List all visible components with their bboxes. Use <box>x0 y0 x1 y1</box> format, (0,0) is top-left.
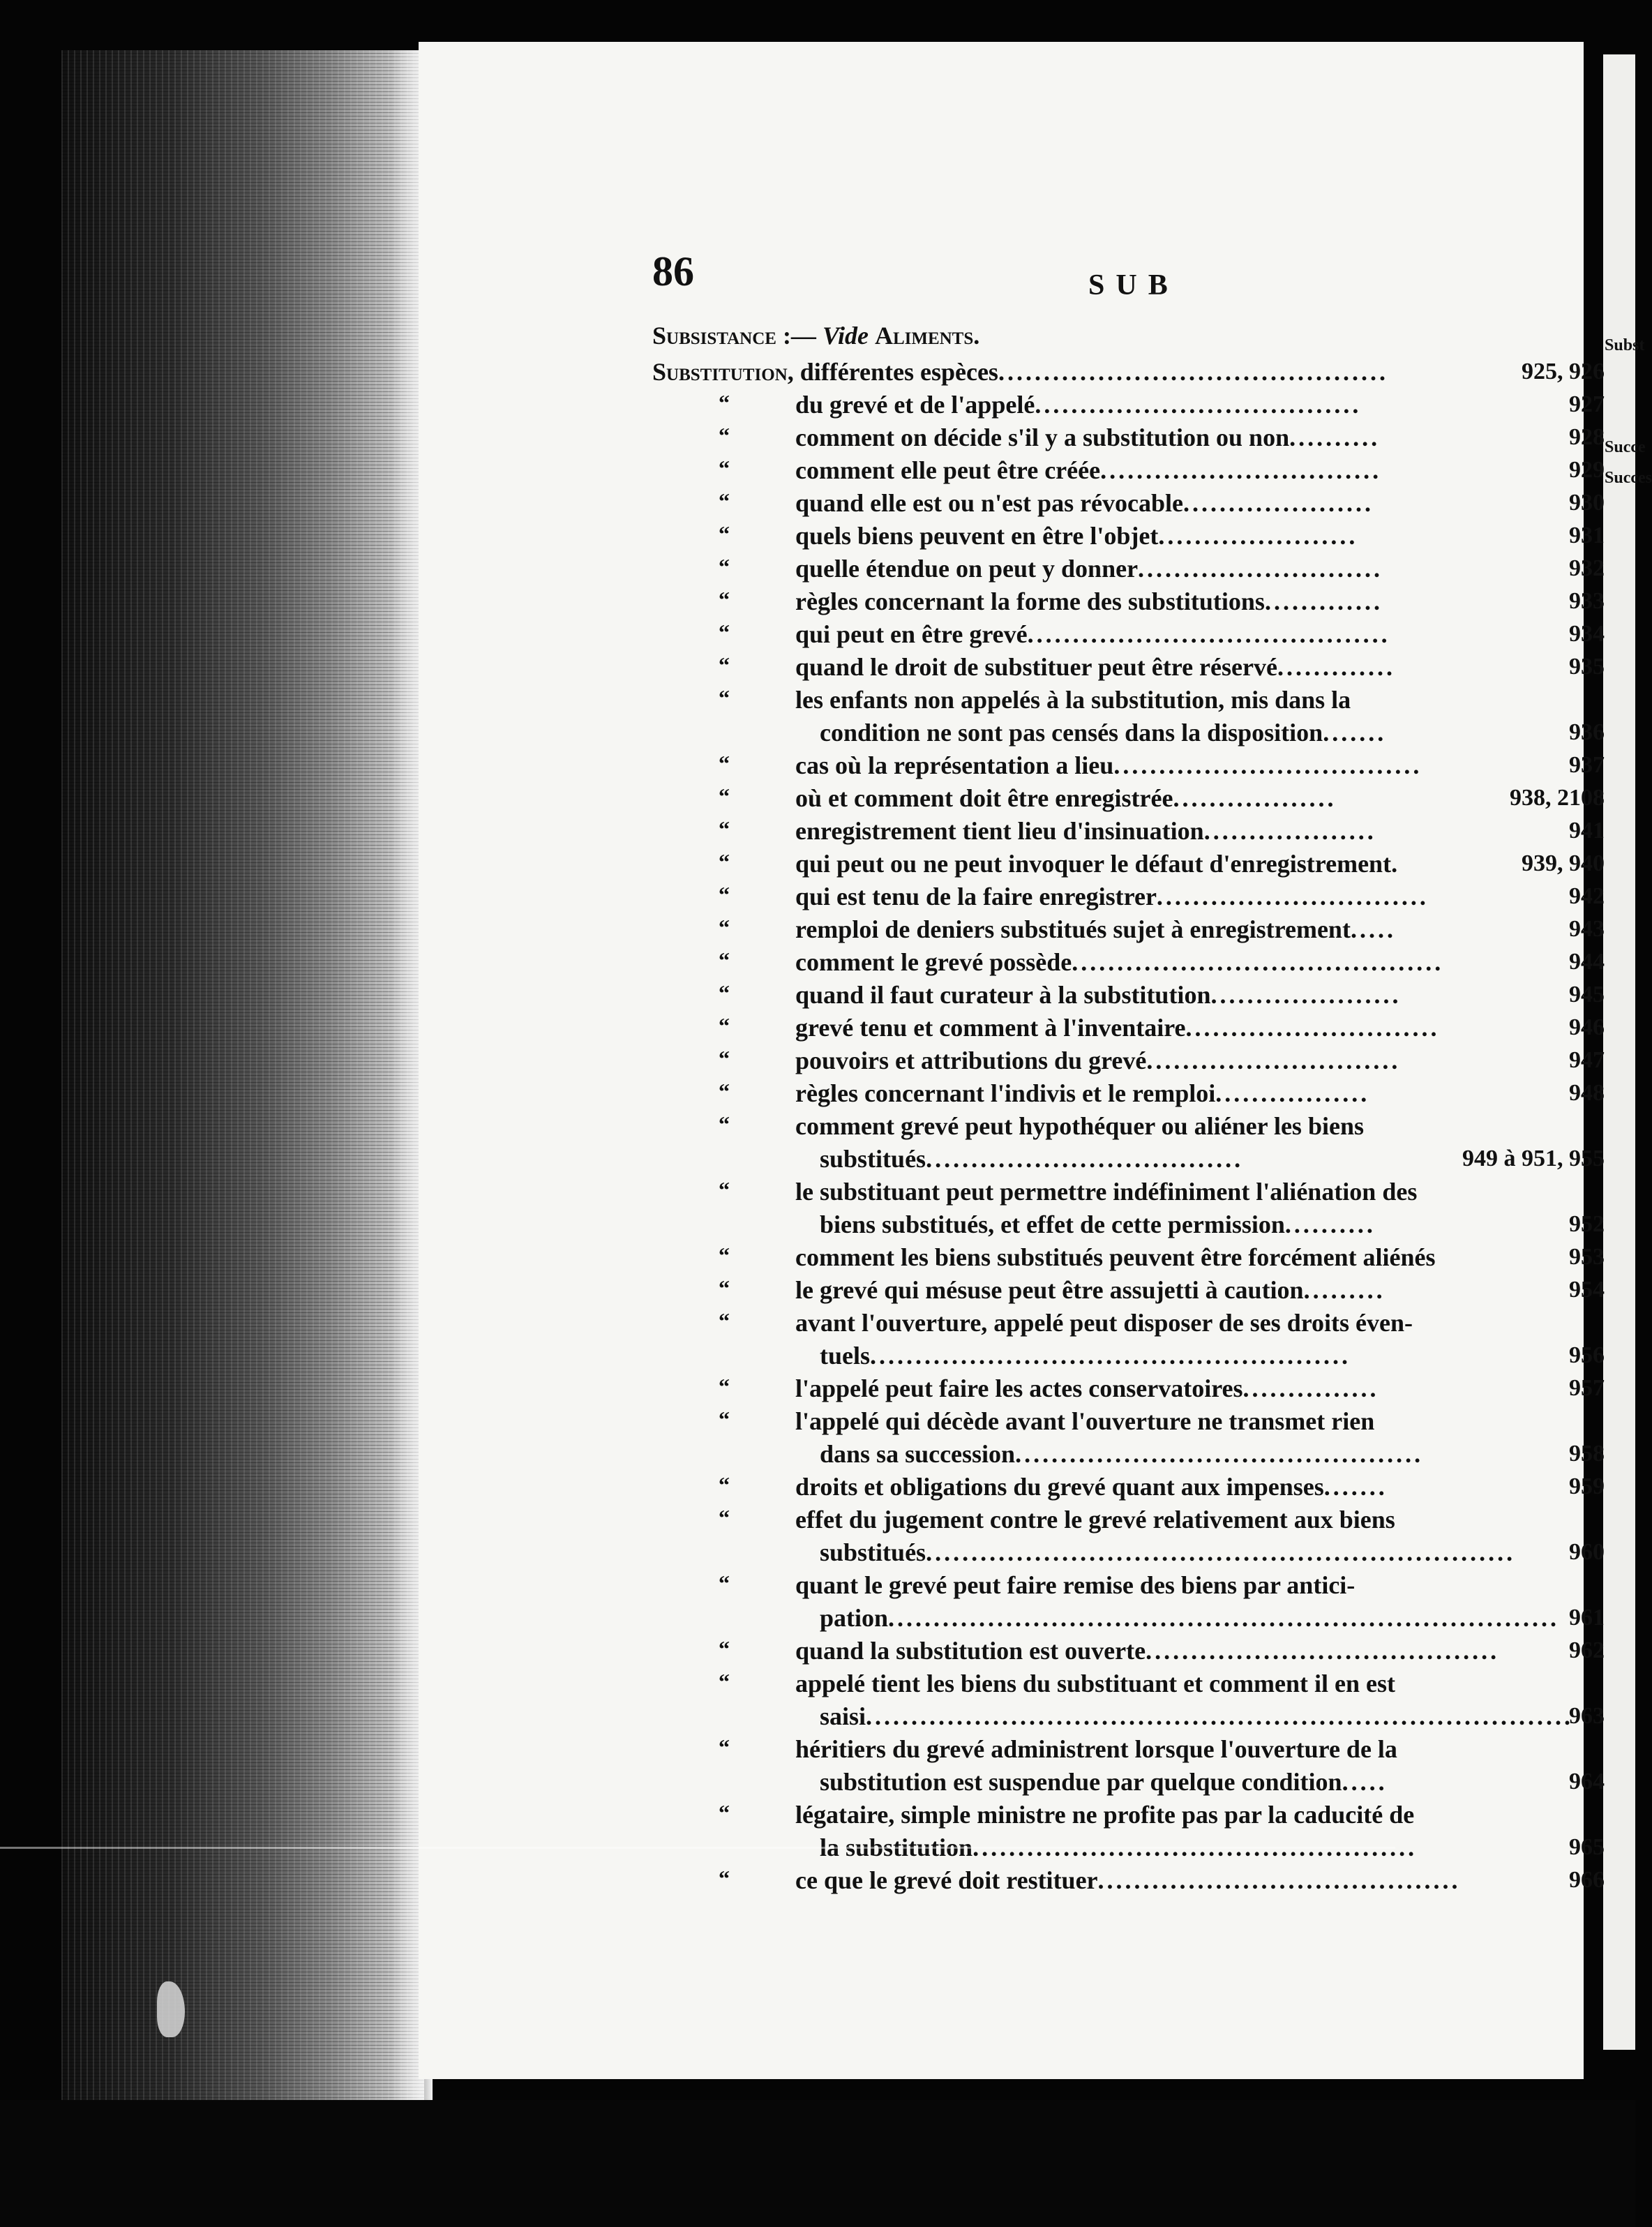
ditto-mark: “ <box>719 783 730 809</box>
entry-text: quelle étendue on peut y donner <box>795 555 1139 583</box>
index-entry <box>795 1241 1436 1273</box>
leader-dots: ..................... <box>1210 981 1402 1009</box>
ditto-mark: “ <box>719 915 730 940</box>
entry-text: comment elle peut être créée <box>795 456 1101 484</box>
leader-dots: ......... <box>1303 1276 1386 1304</box>
leader-dots: ..... <box>1342 1768 1388 1796</box>
index-entry <box>795 1504 1395 1536</box>
adjacent-page-text: Succes <box>1605 469 1652 487</box>
index-entry <box>795 1864 1461 1896</box>
entry-text: effet du jugement contre le grevé relativement aux biens <box>795 1506 1395 1534</box>
entry-text: différentes espèces <box>799 358 998 386</box>
index-entry <box>795 946 1443 978</box>
index-entry <box>795 1110 1364 1142</box>
index-entry <box>795 815 1376 847</box>
index-entry <box>795 520 1358 552</box>
ditto-mark: “ <box>719 1472 730 1497</box>
article-reference: 928 <box>1569 424 1605 450</box>
leader-dots: .................. <box>1173 784 1337 812</box>
ditto-mark: “ <box>719 652 730 677</box>
entry-text: quand il faut curateur à la substitution <box>795 981 1211 1009</box>
index-entry <box>795 1372 1379 1404</box>
index-entry <box>795 848 1400 880</box>
ditto-mark: “ <box>719 1111 730 1137</box>
ditto-mark: “ <box>719 1407 730 1432</box>
leader-dots: ............................ <box>1185 1014 1440 1042</box>
ditto-mark: “ <box>719 685 730 710</box>
entry-text: du grevé et de l'appelé <box>795 391 1035 419</box>
entry-text: droits et obligations du grevé quant aux impenses <box>795 1473 1324 1501</box>
article-reference: 944 <box>1569 949 1605 975</box>
entry-continuation-text: condition ne sont pas censés dans la disposition <box>820 719 1323 747</box>
index-heading-substitution <box>652 356 1388 388</box>
ditto-mark: “ <box>719 1374 730 1399</box>
index-entry <box>795 1405 1374 1437</box>
article-reference: 947 <box>1569 1047 1605 1073</box>
leader-dots: ........................................... <box>998 358 1388 386</box>
book-edge <box>61 50 424 2101</box>
scan-artifact <box>0 1847 1395 1849</box>
ditto-mark: “ <box>719 751 730 776</box>
entry-text: où et comment doit être enregistrée <box>795 784 1173 812</box>
adjacent-page <box>1603 54 1652 2050</box>
entry-text: quand le droit de substituer peut être réservé <box>795 653 1277 681</box>
ditto-mark: “ <box>719 1046 730 1071</box>
entry-continuation <box>820 1208 1376 1240</box>
leader-dots: ................................... <box>926 1145 1244 1173</box>
article-reference: 935 <box>1569 654 1605 680</box>
leader-dots: ....................................... <box>1146 1637 1500 1665</box>
entry-continuation <box>820 1438 1423 1470</box>
entry-text: le substituant peut permettre indéfiniment l'aliénation des <box>795 1178 1418 1206</box>
leader-dots: .......... <box>1284 1210 1376 1238</box>
leader-dots: ........................................ <box>1097 1866 1461 1894</box>
index-entry <box>795 1274 1386 1306</box>
entry-text: qui est tenu de la faire enregistrer <box>795 883 1157 910</box>
leader-dots: ..................................................... <box>870 1342 1351 1370</box>
entry-continuation-text: substitués <box>820 1145 926 1173</box>
article-reference: 960 <box>1569 1539 1605 1565</box>
index-entry <box>795 553 1383 585</box>
ditto-mark: “ <box>719 1243 730 1268</box>
leader-dots: ............. <box>1264 587 1383 615</box>
leader-dots: ........................................ <box>1027 620 1390 648</box>
index-entry <box>795 1044 1400 1077</box>
article-reference: 946 <box>1569 1014 1605 1040</box>
entry-text: quand elle est ou n'est pas révocable <box>795 489 1184 517</box>
ditto-mark: “ <box>719 1734 730 1760</box>
article-reference: 965 <box>1569 1834 1605 1860</box>
entry-text: qui peut ou ne peut invoquer le défaut d'enregistrement <box>795 850 1392 878</box>
leader-dots: .............................. <box>1156 883 1429 910</box>
entry-text: qui peut en être grevé <box>795 620 1028 648</box>
index-entry <box>795 389 1361 421</box>
ditto-mark: “ <box>719 1866 730 1891</box>
article-reference: 939, 940 <box>1522 850 1605 876</box>
article-reference: 938, 2108 <box>1510 785 1605 811</box>
article-reference: 956 <box>1569 1342 1605 1368</box>
leader-dots: ..................... <box>1183 489 1374 517</box>
ditto-mark: “ <box>719 620 730 645</box>
article-reference: 942 <box>1569 883 1605 909</box>
index-entry <box>795 1733 1397 1765</box>
article-reference: 934 <box>1569 621 1605 647</box>
article-reference: 937 <box>1569 752 1605 778</box>
ditto-mark: “ <box>719 1636 730 1661</box>
ditto-mark: “ <box>719 390 730 415</box>
ditto-mark: “ <box>719 488 730 513</box>
leader-dots: ................................................................. <box>926 1538 1516 1566</box>
article-reference: 959 <box>1569 1474 1605 1499</box>
leader-dots: ................... <box>1203 817 1376 845</box>
entry-text: héritiers du grevé administrent lorsque l'ouverture de la <box>795 1735 1397 1763</box>
ditto-mark: “ <box>719 980 730 1005</box>
article-reference: 943 <box>1569 916 1605 942</box>
ditto-mark: “ <box>719 1308 730 1333</box>
ditto-mark: “ <box>719 947 730 973</box>
entry-continuation <box>820 1700 1573 1732</box>
article-reference: 931 <box>1569 523 1605 548</box>
leader-dots: ............. <box>1277 653 1395 681</box>
article-reference: 925, 926 <box>1522 359 1605 384</box>
entry-text: appelé tient les biens du substituant et comment il en est <box>795 1670 1396 1697</box>
ditto-mark: “ <box>719 1669 730 1694</box>
article-reference: 963 <box>1569 1703 1605 1729</box>
leader-dots: .............................................................................. <box>866 1702 1574 1730</box>
article-reference: 948 <box>1569 1080 1605 1106</box>
entry-continuation-text: dans sa succession <box>820 1440 1016 1468</box>
ditto-mark: “ <box>719 816 730 841</box>
index-entry <box>795 1307 1413 1339</box>
entry-text: remploi de deniers substitués sujet à enregistrement <box>795 915 1351 943</box>
ditto-mark: “ <box>719 1505 730 1530</box>
running-head: SUB <box>1088 269 1179 301</box>
page-number: 86 <box>652 248 694 294</box>
entry-continuation <box>820 1536 1515 1568</box>
ditto-mark: “ <box>719 423 730 448</box>
entry-continuation-text: substitués <box>820 1538 926 1566</box>
article-reference: 952 <box>1569 1211 1605 1237</box>
article-reference: 961 <box>1569 1605 1605 1630</box>
leader-dots: ................................................. <box>973 1834 1418 1861</box>
entry-continuation-text: tuels <box>820 1342 870 1370</box>
article-reference: 932 <box>1569 555 1605 581</box>
entry-continuation-text: la substitution <box>820 1834 973 1861</box>
scan-border <box>0 2100 1635 2227</box>
entry-text: ce que le grevé doit restituer <box>795 1866 1098 1894</box>
index-entry <box>795 454 1381 486</box>
heading-term: Substitution, <box>652 358 794 386</box>
index-entry <box>795 1077 1369 1109</box>
entry-continuation-text: pation <box>820 1604 889 1632</box>
ditto-mark: “ <box>719 456 730 481</box>
article-reference: 930 <box>1569 490 1605 516</box>
index-entry <box>795 1012 1440 1044</box>
ditto-mark: “ <box>719 1079 730 1104</box>
adjacent-page-text: Subst <box>1605 336 1645 354</box>
index-entry <box>795 1471 1388 1503</box>
article-reference: 941 <box>1569 818 1605 843</box>
entry-text: quels biens peuvent en être l'objet <box>795 522 1159 550</box>
heading-term: Subsistance :— <box>652 322 816 350</box>
entry-text: règles concernant la forme des substitutions <box>795 587 1265 615</box>
leader-dots: ............................... <box>1100 456 1382 484</box>
index-entry <box>795 684 1351 716</box>
article-reference: 966 <box>1569 1867 1605 1893</box>
ditto-mark: “ <box>719 1800 730 1825</box>
index-entry <box>795 1799 1414 1831</box>
article-reference: 949 à 951, 955 <box>1462 1146 1605 1171</box>
entry-text: l'appelé qui décède avant l'ouverture ne transmet rien <box>795 1407 1375 1435</box>
entry-continuation-text: biens substitués, et effet de cette permission <box>820 1210 1285 1238</box>
leader-dots: ..... <box>1350 915 1396 943</box>
ditto-mark: “ <box>719 1275 730 1300</box>
entry-text: pouvoirs et attributions du grevé <box>795 1047 1147 1074</box>
leader-dots: ......................................... <box>1072 948 1444 976</box>
entry-text: le grevé qui mésuse peut être assujetti à caution <box>795 1276 1304 1304</box>
article-reference: 927 <box>1569 391 1605 417</box>
article-reference: 936 <box>1569 719 1605 745</box>
leader-dots: .................................. <box>1113 751 1422 779</box>
index-entry <box>795 1569 1355 1601</box>
entry-text: comment le grevé possède <box>795 948 1072 976</box>
ditto-mark: “ <box>719 587 730 612</box>
entry-text: comment on décide s'il y a substitution ou non <box>795 423 1290 451</box>
leader-dots: .................................... <box>1035 391 1362 419</box>
entry-continuation-text: saisi <box>820 1702 866 1730</box>
leader-dots: ............................................. <box>1015 1440 1424 1468</box>
entry-text: règles concernant l'indivis et le remploi <box>795 1079 1216 1107</box>
ditto-mark: “ <box>719 554 730 579</box>
index-entry <box>795 487 1374 519</box>
index-entry <box>795 651 1395 683</box>
leader-dots: ................. <box>1215 1079 1370 1107</box>
index-entry <box>795 749 1422 781</box>
article-reference: 958 <box>1569 1441 1605 1467</box>
entry-text: grevé tenu et comment à l'inventaire <box>795 1014 1186 1042</box>
leader-dots: .......................................................................... <box>888 1604 1560 1632</box>
article-reference: 957 <box>1569 1375 1605 1401</box>
article-reference: 929 <box>1569 457 1605 483</box>
entry-continuation <box>820 1602 1559 1634</box>
entry-text: quant le grevé peut faire remise des biens par antici- <box>795 1571 1356 1599</box>
entry-text: avant l'ouverture, appelé peut disposer de ses droits éven- <box>795 1309 1413 1337</box>
article-reference: 954 <box>1569 1277 1605 1303</box>
index-entry <box>795 880 1429 913</box>
index-entry <box>795 618 1390 650</box>
vide-label: Vide <box>822 322 869 350</box>
entry-continuation <box>820 1340 1351 1372</box>
ditto-mark: “ <box>719 882 730 907</box>
index-entry <box>795 1635 1499 1667</box>
leader-dots: .......... <box>1289 423 1381 451</box>
ditto-mark: “ <box>719 1570 730 1596</box>
entry-text: légataire, simple ministre ne profite pas par la caducité de <box>795 1801 1415 1829</box>
entry-text: l'appelé peut faire les actes conservatoires <box>795 1374 1243 1402</box>
entry-text: comment grevé peut hypothéquer ou aliéner les biens <box>795 1112 1364 1140</box>
leader-dots: ........................... <box>1138 555 1383 583</box>
leader-dots: ....... <box>1323 1473 1388 1501</box>
index-entry <box>795 979 1401 1011</box>
adjacent-page-text: Succe <box>1605 438 1646 456</box>
ditto-mark: “ <box>719 521 730 546</box>
entry-continuation <box>820 717 1386 749</box>
index-entry <box>795 585 1383 617</box>
cross-reference: Aliments. <box>874 322 980 350</box>
article-reference: 964 <box>1569 1769 1605 1794</box>
index-entry <box>795 421 1380 453</box>
leader-dots: ...................... <box>1158 522 1358 550</box>
article-reference: 962 <box>1569 1637 1605 1663</box>
index-entry <box>795 1176 1417 1208</box>
index-entry <box>795 913 1396 945</box>
article-reference: 945 <box>1569 982 1605 1007</box>
leader-dots: ............................ <box>1146 1047 1401 1074</box>
article-reference: 933 <box>1569 588 1605 614</box>
entry-text: quand la substitution est ouverte <box>795 1637 1146 1665</box>
leader-dots: . <box>1391 850 1401 878</box>
index-heading-subsistance <box>652 320 979 352</box>
index-entry <box>795 782 1336 814</box>
leader-dots: ............... <box>1242 1374 1379 1402</box>
ditto-mark: “ <box>719 1177 730 1202</box>
entry-text: enregistrement tient lieu d'insinuation <box>795 817 1204 845</box>
ditto-mark: “ <box>719 1013 730 1038</box>
index-entry <box>795 1667 1395 1700</box>
entry-text: comment les biens substitués peuvent être forcément aliénés <box>795 1243 1436 1271</box>
ditto-mark: “ <box>719 849 730 874</box>
leader-dots: ....... <box>1323 719 1387 747</box>
entry-continuation <box>820 1143 1243 1175</box>
article-reference: 953 <box>1569 1244 1605 1270</box>
entry-continuation-text: substitution est suspendue par quelque condition <box>820 1768 1342 1796</box>
entry-text: les enfants non appelés à la substitution, mis dans la <box>795 686 1351 714</box>
entry-continuation <box>820 1766 1388 1798</box>
entry-text: cas où la représentation a lieu <box>795 751 1114 779</box>
